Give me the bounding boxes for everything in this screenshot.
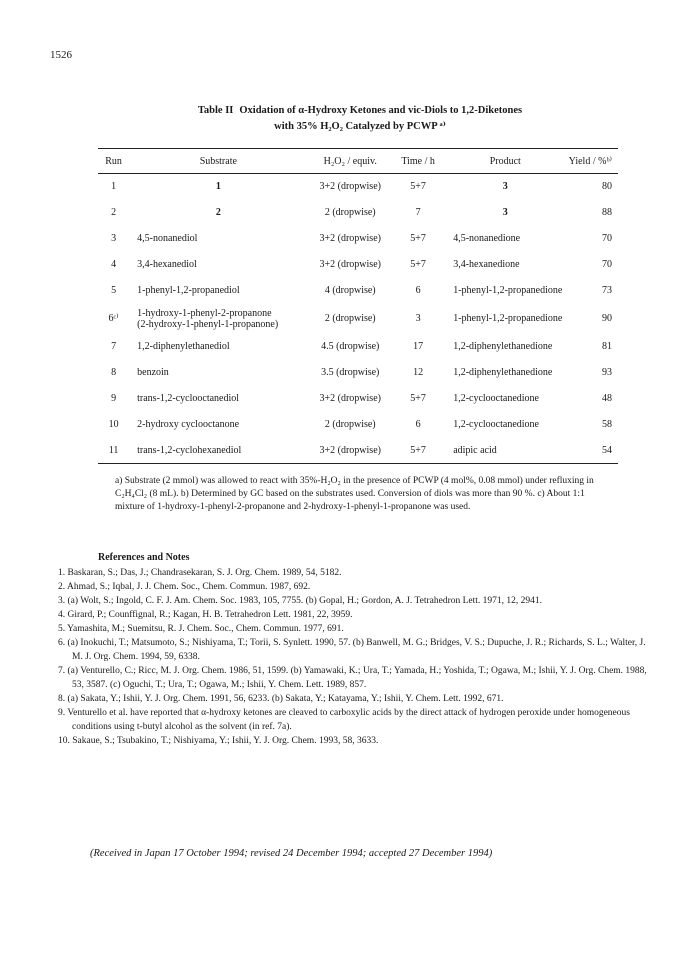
cell-h2o2: 2 (dropwise) [324, 207, 376, 218]
cell-product: 3,4-hexanedione [453, 259, 520, 270]
cell-time: 7 [415, 207, 421, 218]
cell-product: adipic acid [443, 438, 567, 464]
cell-run: 1 [111, 181, 117, 193]
cell-run: 10 [108, 419, 119, 430]
table-row [98, 174, 618, 200]
cell-product: 1-phenyl-1,2-propanedione [453, 313, 563, 324]
cell-time: 6 [415, 419, 421, 430]
cell-h2o2: 3+2 (dropwise) [319, 259, 381, 270]
reference-item: 8. (a) Sakata, Y.; Ishii, Y. J. Org. Chem. 1991, 56, 6233. (b) Sakata, Y.; Katayama, Y.; Ishii, Y. Chem. Lett. 1992, 671. [58, 694, 504, 704]
reference-item: 6. (a) Inokuchi, T.; Matsumoto, S.; Nishiyama, T.; Torii, S. Synlett. 1990, 57. (b) Banwell, M. G.; Bridges, V. S.; Dupuche, J. R.; Richards, S. L.; Walter, J. M. J. Org. Chem. 1994, 59, 6338. [58, 638, 646, 662]
reference-item: 7. (a) Venturello, C.; Ricc, M. J. Org. Chem. 1986, 51, 1599. (b) Yamawaki, K.; Ura, T.; Yamada, H.; Yoshida, T.; Ogawa, M.; Ishii, Y. J. Org. Chem. 1988, 53, 3587. (c) Oguchi, T.; Ura, T.; Ogawa, M.; Ishii, Y. Chem. Lett. 1989, 857. [58, 666, 647, 690]
cell-substrate: trans-1,2-cyclohexanediol [129, 438, 307, 464]
table-row [98, 438, 618, 464]
cell-yield: 70 [602, 259, 612, 270]
table-row [98, 252, 618, 278]
cell-time: 5+7 [393, 438, 443, 464]
table-row [98, 278, 618, 304]
header-substrate: Substrate [129, 149, 307, 174]
cell-yield: 93 [602, 367, 612, 378]
cell-time: 5+7 [410, 181, 426, 193]
table-header-row [98, 149, 618, 174]
cell-h2o2: 4.5 (dropwise) [321, 341, 380, 352]
reference-item: 3. (a) Wolt, S.; Ingold, C. F. J. Am. Chem. Soc. 1983, 105, 7755. (b) Gopal, H.; Gordon, A. J. Tetrahedron Lett. 1971, 12, 2941. [58, 596, 543, 606]
cell-time: 17 [413, 341, 424, 352]
cell-substrate: benzoin [137, 367, 169, 378]
cell-run: 11 [98, 438, 129, 464]
table-row [98, 200, 618, 226]
reference-item: 10. Sakaue, S.; Tsubakino, T.; Nishiyama, Y.; Ishii, Y. J. Org. Chem. 1993, 58, 3633. [58, 736, 379, 746]
caption-label: Table II [197, 105, 234, 116]
cell-product: 1,2-diphenylethanedione [453, 341, 553, 352]
cell-time: 5+7 [410, 393, 426, 404]
substrate-line-1: 1-hydroxy-1-phenyl-2-propanone [137, 307, 272, 319]
cell-substrate: 3,4-hexanediol [137, 259, 197, 270]
caption-title: Oxidation of α-Hydroxy Ketones and vic-Diols to 1,2-Diketones [239, 105, 523, 116]
cell-product: 1,2-diphenylethanedione [453, 367, 553, 378]
table-row [98, 360, 618, 386]
caption-line-1 [160, 103, 560, 119]
cell-run: 9 [111, 393, 117, 404]
cell-substrate: 1,2-diphenylethanediol [137, 341, 230, 352]
cell-time: 6 [415, 285, 421, 296]
references-list [58, 566, 658, 748]
substrate-line-2: (2-hydroxy-1-phenyl-1-propanone) [137, 318, 279, 330]
cell-run: 3 [111, 233, 117, 244]
cell-time: 3 [415, 313, 421, 324]
cell-h2o2: 2 (dropwise) [324, 313, 376, 324]
table-footnote: a) Substrate (2 mmol) was allowed to react with 35%-H₂O₂ in the presence of PCWP (4 mol%, 0.08 mmol) under refluxing in C₂H₄Cl₂ (8 mL). b) Determined by GC based on the substrates used. Conversion of diols was more than 90 %. c) About 1:1 mixture of 1-hydroxy-1-phenyl-2-propanone and 2-hydroxy-1-phenyl-1-propanone was used. [115, 476, 594, 512]
cell-yield: 48 [602, 393, 612, 404]
header-product: Product [443, 149, 567, 174]
table-row [98, 412, 618, 438]
cell-product: 3 [502, 207, 508, 218]
data-table [98, 148, 618, 464]
received-dates: (Received in Japan 17 October 1994; revised 24 December 1994; accepted 27 December 1994) [90, 848, 493, 859]
cell-product: 1-phenyl-1,2-propanedione [453, 285, 563, 296]
reference-item: 2. Ahmad, S.; Iqbal, J. J. Chem. Soc., Chem. Commun. 1987, 692. [58, 582, 311, 592]
cell-substrate: 2 [215, 207, 221, 218]
table-row [98, 386, 618, 412]
cell-yield: 54 [567, 438, 618, 464]
cell-product: 3 [502, 181, 508, 193]
cell-h2o2: 4 (dropwise) [324, 285, 376, 296]
cell-product: 1,2-cyclooctanedione [453, 393, 539, 404]
cell-yield: 81 [602, 341, 612, 352]
cell-run: 7 [111, 341, 117, 352]
cell-run: 6ᶜ⁾ [108, 313, 119, 324]
cell-substrate: 4,5-nonanediol [137, 233, 198, 244]
cell-yield: 73 [602, 285, 612, 296]
cell-h2o2: 3+2 (dropwise) [319, 181, 381, 193]
caption-line-2: with 35% H₂O₂ Catalyzed by PCWP ᵃ⁾ [274, 121, 446, 132]
cell-substrate: trans-1,2-cyclooctanediol [137, 393, 240, 404]
table-row [98, 334, 618, 360]
cell-substrate: 1-phenyl-1,2-propanediol [137, 285, 240, 296]
references-heading: References and Notes [98, 552, 190, 563]
cell-yield: 80 [602, 181, 612, 193]
cell-time: 5+7 [410, 233, 426, 244]
cell-h2o2: 3+2 (dropwise) [319, 393, 381, 404]
header-run: Run [98, 149, 129, 174]
cell-h2o2: 3+2 (dropwise) [319, 233, 381, 244]
reference-item: 9. Venturello et al. have reported that α-hydroxy ketones are cleaved to carboxylic acids by the direct attack of hydrogen peroxide under homogeneous conditions using t-butyl alcohol as the solvent (in ref. 7a). [58, 708, 630, 732]
table-row [98, 304, 618, 334]
cell-yield: 88 [602, 207, 612, 218]
cell-yield: 90 [602, 313, 612, 324]
cell-h2o2: 3+2 (dropwise) [308, 438, 393, 464]
cell-h2o2: 2 (dropwise) [324, 419, 376, 430]
reference-item: 1. Baskaran, S.; Das, J.; Chandrasekaran, S. J. Org. Chem. 1989, 54, 5182. [58, 568, 342, 578]
cell-product: 4,5-nonanedione [453, 233, 521, 244]
table-caption [160, 103, 560, 135]
reference-item: 5. Yamashita, M.; Suemitsu, R. J. Chem. Soc., Chem. Commun. 1977, 691. [58, 624, 344, 634]
cell-yield: 70 [602, 233, 612, 244]
header-time: Time / h [393, 149, 443, 174]
cell-substrate: 2-hydroxy cyclooctanone [137, 419, 240, 430]
cell-time: 5+7 [410, 259, 426, 270]
cell-h2o2: 3.5 (dropwise) [321, 367, 380, 378]
cell-run: 8 [111, 367, 117, 378]
table-row [98, 226, 618, 252]
cell-product: 1,2-cyclooctanedione [453, 419, 539, 430]
cell-run: 5 [111, 285, 117, 296]
reference-item: 4. Girard, P.; Counffignal, R.; Kagan, H. B. Tetrahedron Lett. 1981, 22, 3959. [58, 610, 353, 620]
cell-substrate [129, 304, 307, 334]
header-yield: Yield / %ᵇ⁾ [567, 149, 618, 174]
cell-run: 2 [111, 207, 117, 218]
cell-yield: 58 [602, 419, 612, 430]
cell-run: 4 [111, 259, 117, 270]
cell-time: 12 [413, 367, 424, 378]
header-h2o2: H₂O₂ / equiv. [308, 149, 393, 174]
cell-substrate: 1 [215, 181, 221, 193]
page-number: 1526 [50, 49, 72, 61]
